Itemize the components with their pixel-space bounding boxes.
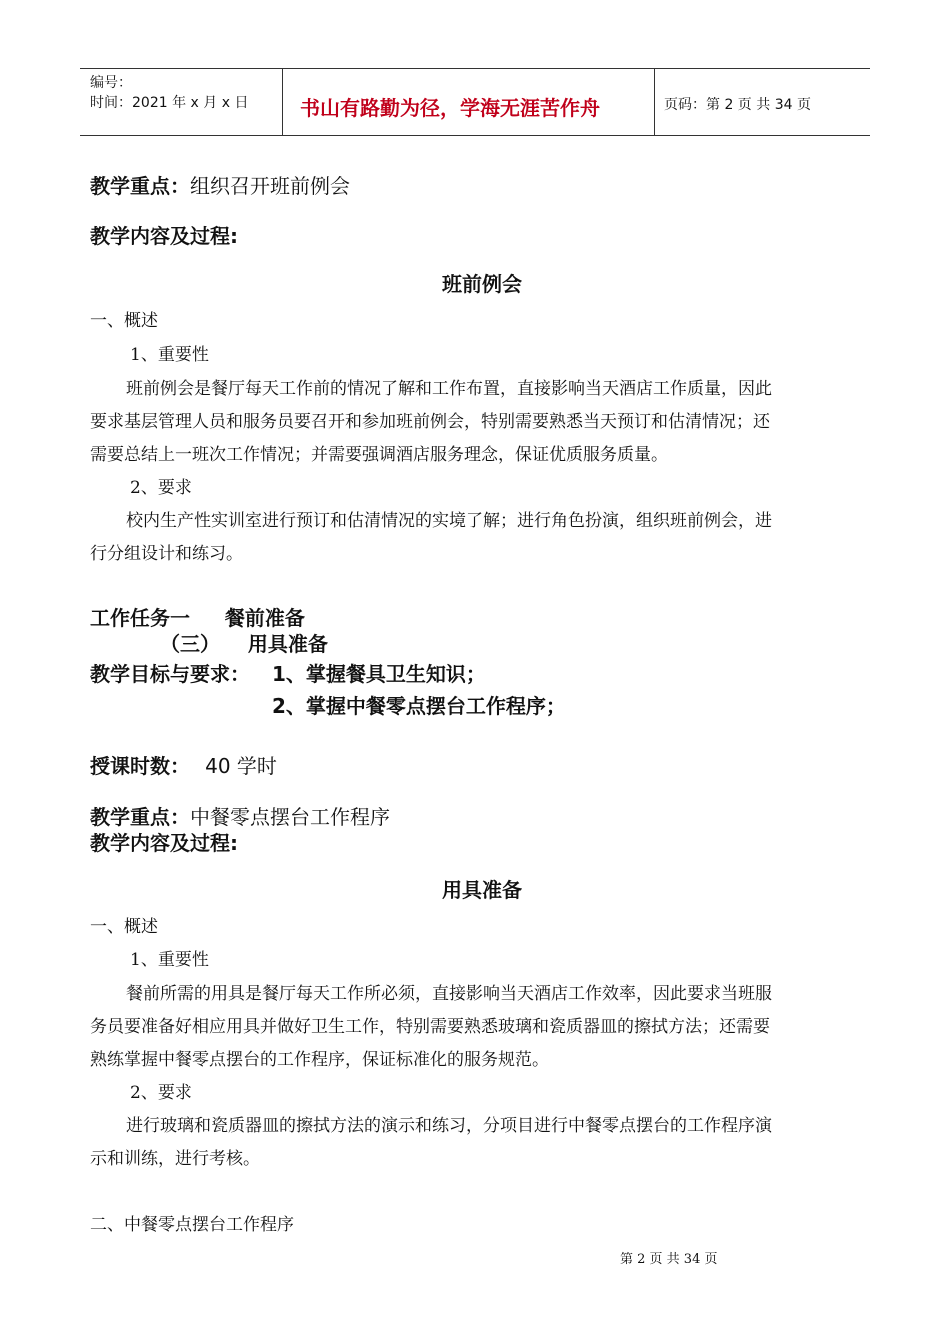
requirement-heading-2: 2、要求 [130, 1083, 192, 1103]
teaching-hours-value: 40 学时 [205, 754, 277, 778]
requirement2-line-2: 示和训练，进行考核。 [90, 1149, 260, 1169]
teaching-focus-value: 组织召开班前例会 [190, 174, 350, 198]
importance-line-1: 班前例会是餐厅每天工作前的情况了解和工作布置，直接影响当天酒店工作质量，因此 [126, 379, 772, 399]
header-page-info: 页码：第 2 页 共 34 页 [664, 97, 811, 113]
teaching-hours-label: 授课时数： [90, 754, 190, 778]
section-title-2: 用具准备 [442, 878, 522, 902]
work-task-heading: 工作任务一 餐前准备 [90, 606, 305, 630]
teaching-focus-value-2: 中餐零点摆台工作程序 [190, 805, 390, 829]
page-footer: 第 2 页 共 34 页 [620, 1252, 718, 1267]
header-divider-left [282, 68, 283, 136]
importance2-line-3: 熟练掌握中餐零点摆台的工作程序，保证标准化的服务规范。 [90, 1050, 549, 1070]
section-two-heading: 二、中餐零点摆台工作程序 [90, 1215, 294, 1235]
work-task-subheading: （三） 用具准备 [160, 632, 328, 656]
teaching-hours [90, 750, 277, 779]
teaching-focus-1 [90, 170, 350, 199]
requirement2-line-1: 进行玻璃和瓷质器皿的擦拭方法的演示和练习，分项目进行中餐零点摆台的工作程序演 [126, 1116, 772, 1136]
header-top-border [80, 68, 870, 69]
importance-heading-2: 1、重要性 [130, 950, 209, 970]
importance-line-3: 需要总结上一班次工作情况；并需要强调酒店服务理念，保证优质服务质量。 [90, 445, 668, 465]
importance2-line-1: 餐前所需的用具是餐厅每天工作所必须，直接影响当天酒店工作效率，因此要求当班服 [126, 984, 772, 1004]
header-divider-right [654, 68, 655, 136]
overview-heading-2: 一、概述 [90, 917, 158, 937]
teaching-process-label-1: 教学内容及过程: [90, 224, 238, 248]
header-time-label: 时间：2021 年 x 月 x 日 [90, 95, 249, 111]
requirement-line-2: 行分组设计和练习。 [90, 544, 243, 564]
requirement-line-1: 校内生产性实训室进行预订和估清情况的实境了解；进行角色扮演，组织班前例会，进 [126, 511, 772, 531]
header-motto: 书山有路勤为径，学海无涯苦作舟 [300, 96, 600, 120]
teaching-focus-label-2: 教学重点： [90, 805, 190, 829]
teaching-focus-label: 教学重点： [90, 174, 190, 198]
teaching-goal-2: 2、掌握中餐零点摆台工作程序； [272, 694, 566, 718]
header-bottom-border [80, 135, 870, 136]
importance-heading-1: 1、重要性 [130, 345, 209, 365]
teaching-goal-1: 1、掌握餐具卫生知识； [272, 662, 486, 686]
teaching-goals-label: 教学目标与要求： [90, 662, 250, 686]
importance2-line-2: 务员要准备好相应用具并做好卫生工作，特别需要熟悉玻璃和瓷质器皿的擦拭方法；还需要 [90, 1017, 770, 1037]
section-title-1: 班前例会 [442, 272, 522, 296]
importance-line-2: 要求基层管理人员和服务员要召开和参加班前例会，特别需要熟悉当天预订和估清情况；还 [90, 412, 770, 432]
header-number-label: 编号： [90, 75, 132, 91]
teaching-process-label-2: 教学内容及过程: [90, 831, 238, 855]
requirement-heading-1: 2、要求 [130, 478, 192, 498]
overview-heading-1: 一、概述 [90, 311, 158, 331]
teaching-focus-2 [90, 801, 390, 830]
